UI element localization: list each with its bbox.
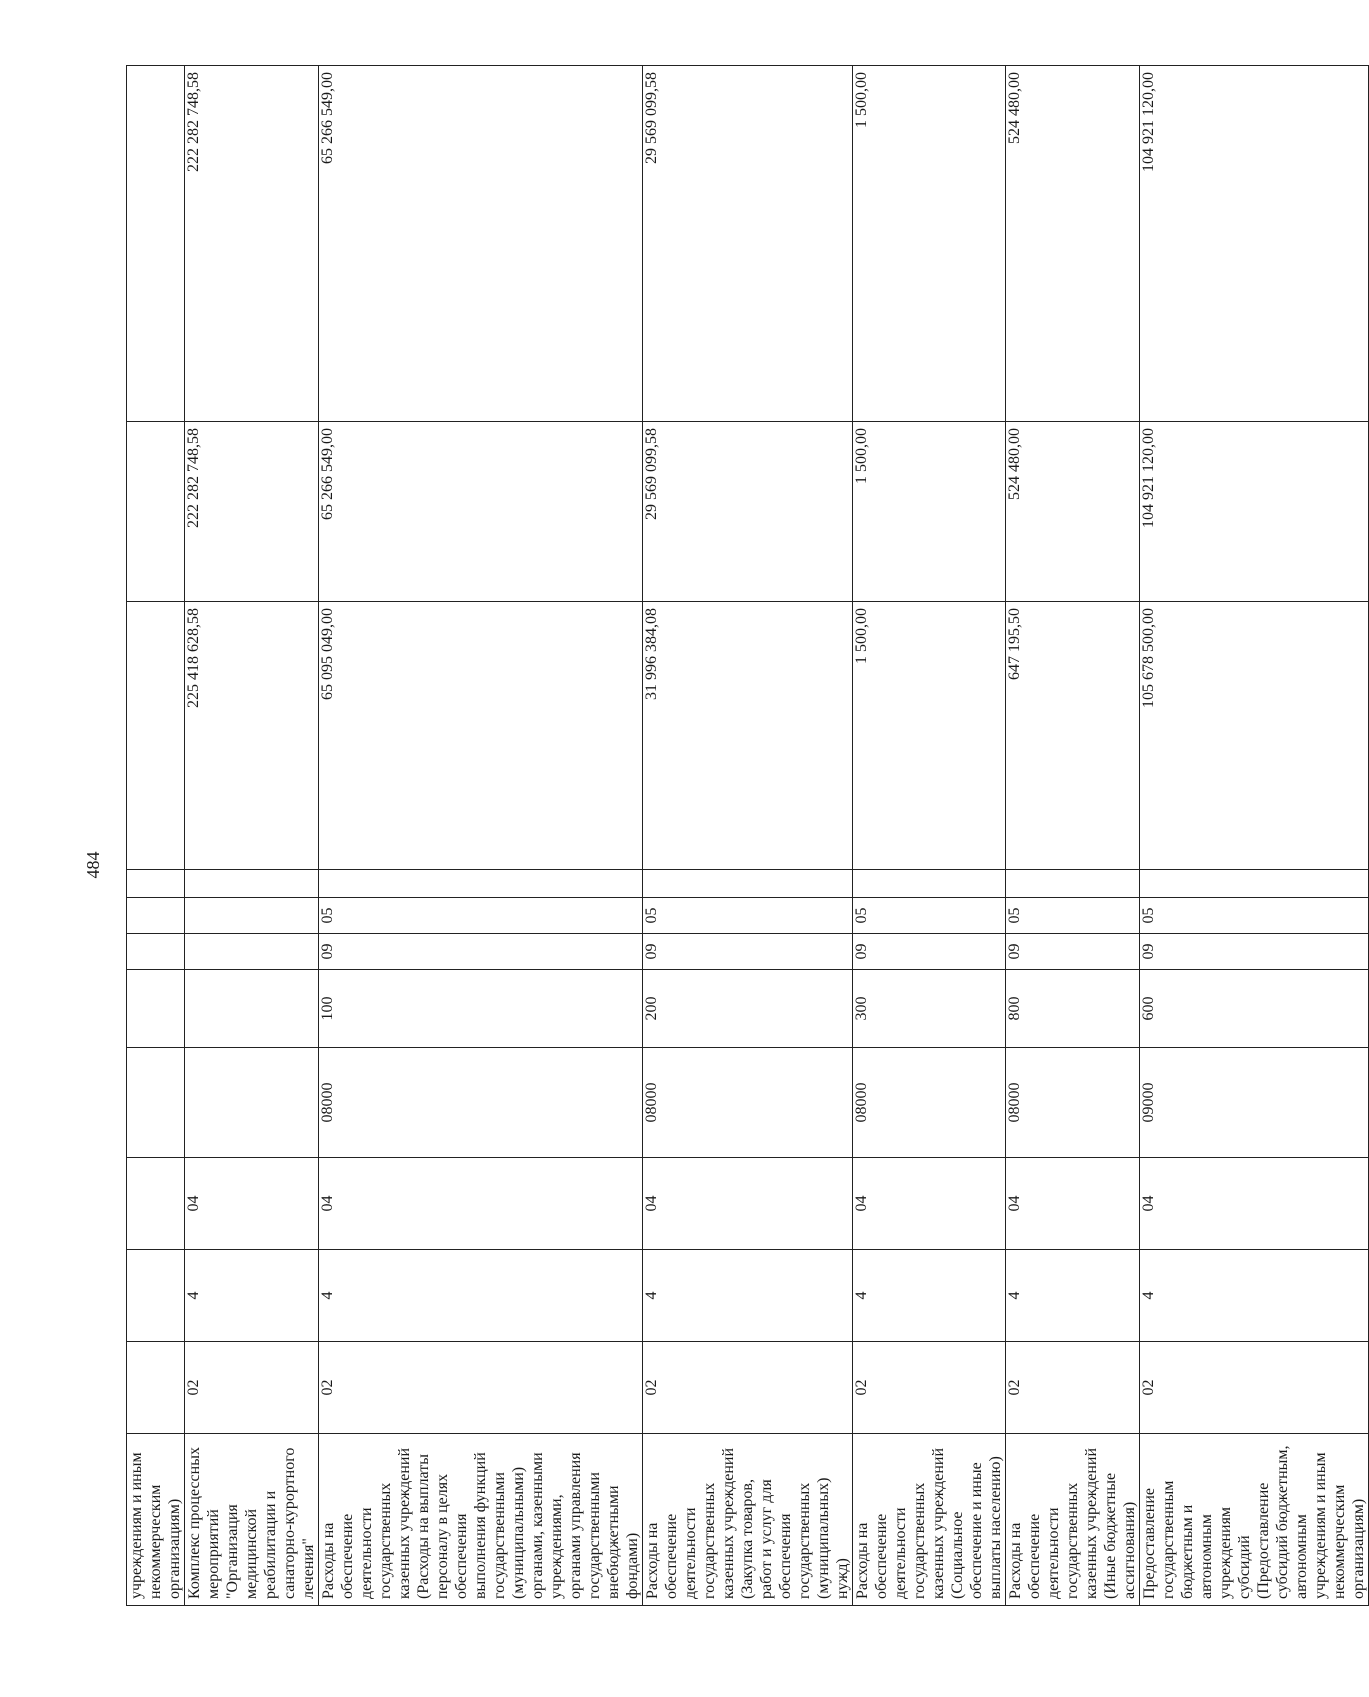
cell-value-3: 1 500,00 xyxy=(853,66,1006,422)
cell-code-2: 4 xyxy=(1006,1250,1140,1342)
table-row xyxy=(127,66,185,1606)
cell-code-1: 02 xyxy=(319,1342,643,1434)
cell-code-7: 05 xyxy=(853,898,1006,934)
cell-code-7 xyxy=(127,898,185,934)
table-row xyxy=(185,66,319,1606)
cell-value-1: 225 418 628,58 xyxy=(185,602,319,870)
cell-value-1: 105 678 500,00 xyxy=(1140,602,1369,870)
cell-value-2 xyxy=(127,422,185,602)
cell-code-1: 02 xyxy=(1140,1342,1369,1434)
cell-code-1: 02 xyxy=(1006,1342,1140,1434)
table-row xyxy=(319,66,643,1606)
cell-value-3: 524 480,00 xyxy=(1006,66,1140,422)
row-name: Расходы на обеспечение деятельности государственных казенных учреждений (Расходы на выплаты персоналу в целях обеспечения выполнения функций государственными (муниципальными) органами, казенными учреждениями, органами управления государственными внебюджетными фондами) xyxy=(319,1434,643,1606)
table-row xyxy=(853,66,1006,1606)
cell-value-2: 29 569 099,58 xyxy=(643,422,853,602)
cell-code-8 xyxy=(185,870,319,898)
cell-code-6: 09 xyxy=(643,934,853,970)
cell-code-2: 4 xyxy=(1140,1250,1369,1342)
table-row xyxy=(1140,66,1369,1606)
cell-code-5 xyxy=(185,970,319,1048)
cell-code-1: 02 xyxy=(853,1342,1006,1434)
cell-value-2: 65 266 549,00 xyxy=(319,422,643,602)
cell-code-6 xyxy=(185,934,319,970)
cell-code-8 xyxy=(643,870,853,898)
cell-code-5: 100 xyxy=(319,970,643,1048)
cell-code-4: 08000 xyxy=(1006,1048,1140,1158)
cell-code-2 xyxy=(127,1250,185,1342)
cell-code-3: 04 xyxy=(1140,1158,1369,1250)
cell-code-6: 09 xyxy=(1140,934,1369,970)
cell-code-8 xyxy=(1140,870,1369,898)
cell-code-7 xyxy=(185,898,319,934)
cell-code-1: 02 xyxy=(643,1342,853,1434)
cell-code-5: 600 xyxy=(1140,970,1369,1048)
cell-code-3: 04 xyxy=(319,1158,643,1250)
cell-value-1 xyxy=(127,602,185,870)
budget-table xyxy=(126,65,1369,1606)
cell-value-2: 524 480,00 xyxy=(1006,422,1140,602)
cell-code-5 xyxy=(127,970,185,1048)
cell-code-4 xyxy=(185,1048,319,1158)
cell-code-2: 4 xyxy=(853,1250,1006,1342)
cell-value-3: 222 282 748,58 xyxy=(185,66,319,422)
cell-code-5: 300 xyxy=(853,970,1006,1048)
cell-code-8 xyxy=(319,870,643,898)
cell-code-2: 4 xyxy=(319,1250,643,1342)
cell-code-8 xyxy=(127,870,185,898)
cell-code-2: 4 xyxy=(185,1250,319,1342)
row-name: Расходы на обеспечение деятельности государственных казенных учреждений (Закупка товаров, работ и услуг для обеспечения государственных (муниципальных) нужд) xyxy=(643,1434,853,1606)
cell-code-6: 09 xyxy=(1006,934,1140,970)
cell-code-6 xyxy=(127,934,185,970)
cell-code-5: 800 xyxy=(1006,970,1140,1048)
cell-value-3: 65 266 549,00 xyxy=(319,66,643,422)
cell-code-1 xyxy=(127,1342,185,1434)
cell-code-3: 04 xyxy=(1006,1158,1140,1250)
cell-value-1: 65 095 049,00 xyxy=(319,602,643,870)
cell-value-3: 29 569 099,58 xyxy=(643,66,853,422)
cell-code-3 xyxy=(127,1158,185,1250)
cell-code-4: 08000 xyxy=(853,1048,1006,1158)
row-name: Предоставление государственным бюджетным и автономным учреждениям субсидий (Предоставление субсидий бюджетным, автономным учреждениям и иным некоммерческим организациям) xyxy=(1140,1434,1369,1606)
cell-value-3 xyxy=(127,66,185,422)
cell-value-1: 31 996 384,08 xyxy=(643,602,853,870)
cell-code-3: 04 xyxy=(853,1158,1006,1250)
cell-value-1: 1 500,00 xyxy=(853,602,1006,870)
cell-value-2: 222 282 748,58 xyxy=(185,422,319,602)
table-row xyxy=(643,66,853,1606)
page-number: 484 xyxy=(83,851,103,879)
cell-code-5: 200 xyxy=(643,970,853,1048)
row-name: Расходы на обеспечение деятельности государственных казенных учреждений (Социальное обеспечение и иные выплаты населению) xyxy=(853,1434,1006,1606)
cell-code-3: 04 xyxy=(643,1158,853,1250)
cell-code-2: 4 xyxy=(643,1250,853,1342)
budget-table-container xyxy=(126,66,1367,1606)
cell-code-8 xyxy=(1006,870,1140,898)
cell-value-2: 1 500,00 xyxy=(853,422,1006,602)
cell-code-1: 02 xyxy=(185,1342,319,1434)
row-name: Расходы на обеспечение деятельности государственных казенных учреждений (Иные бюджетные ассигнования) xyxy=(1006,1434,1140,1606)
cell-code-3: 04 xyxy=(185,1158,319,1250)
row-name: учреждениям и иным некоммерческим организациям) xyxy=(127,1434,185,1606)
table-row xyxy=(1006,66,1140,1606)
cell-code-7: 05 xyxy=(1006,898,1140,934)
cell-code-7: 05 xyxy=(643,898,853,934)
cell-value-2: 104 921 120,00 xyxy=(1140,422,1369,602)
cell-code-4 xyxy=(127,1048,185,1158)
cell-code-4: 08000 xyxy=(319,1048,643,1158)
cell-code-4: 08000 xyxy=(643,1048,853,1158)
cell-code-7: 05 xyxy=(319,898,643,934)
cell-code-6: 09 xyxy=(319,934,643,970)
cell-code-8 xyxy=(853,870,1006,898)
cell-value-3: 104 921 120,00 xyxy=(1140,66,1369,422)
cell-code-4: 09000 xyxy=(1140,1048,1369,1158)
cell-code-6: 09 xyxy=(853,934,1006,970)
cell-value-1: 647 195,50 xyxy=(1006,602,1140,870)
row-name: Комплекс процессных мероприятий "Организация медицинской реабилитации и санаторно-курортного лечения" xyxy=(185,1434,319,1606)
cell-code-7: 05 xyxy=(1140,898,1369,934)
